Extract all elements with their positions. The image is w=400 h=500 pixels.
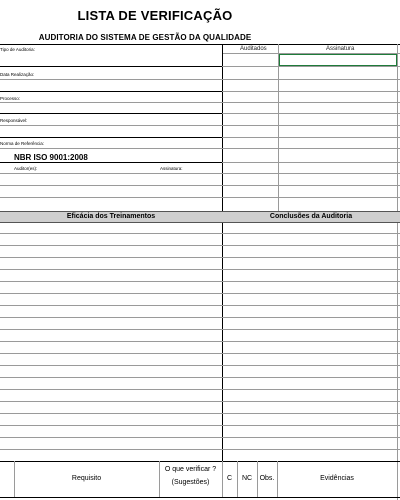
field-line	[0, 173, 400, 174]
ruled-line	[0, 281, 400, 282]
ruled-line	[0, 257, 400, 258]
ruled-line	[0, 233, 400, 234]
field-line	[0, 102, 400, 103]
ruled-line	[0, 449, 400, 450]
footer-header-evidencias: Evidências	[320, 475, 354, 482]
ruled-line	[0, 269, 400, 270]
column-header-auditados: Auditados	[240, 46, 267, 52]
ruled-line	[0, 353, 400, 354]
field-label-tipo-auditoria: Tipo de Auditoria:	[0, 47, 35, 52]
footer-header-obs: Obs.	[259, 475, 275, 482]
top-border	[0, 44, 400, 45]
field-line	[0, 91, 222, 92]
field-line	[0, 162, 222, 163]
field-line	[0, 125, 400, 126]
ruled-line	[0, 305, 400, 306]
ruled-line	[0, 401, 400, 402]
ruled-line	[0, 389, 400, 390]
field-line	[222, 91, 400, 92]
field-label-norma: Norma de Referência:	[0, 141, 45, 146]
ruled-line	[0, 329, 400, 330]
footer-bottom-border	[0, 497, 400, 498]
footer-header-o-que-verificar: O que verificar ?	[164, 466, 217, 473]
field-line	[0, 185, 400, 186]
field-line	[222, 137, 400, 138]
ruled-line	[0, 317, 400, 318]
ruled-line	[0, 245, 400, 246]
field-line	[0, 148, 400, 149]
field-line	[0, 137, 222, 138]
ruled-line	[0, 365, 400, 366]
footer-header-requisito: Requisito	[71, 475, 102, 482]
ruled-line	[0, 413, 400, 414]
field-line	[222, 113, 400, 114]
field-label-processo: Processo:	[0, 96, 21, 101]
field-line	[0, 197, 400, 198]
selected-cell[interactable]	[279, 54, 397, 66]
footer-header-c: C	[226, 475, 233, 482]
footer-header-nc: NC	[241, 475, 253, 482]
field-line	[222, 162, 400, 163]
field-label-responsavel: Responsável:	[0, 118, 28, 123]
section-eficacia-treinamentos: Eficácia dos Treinamentos	[66, 213, 156, 220]
ruled-line	[0, 341, 400, 342]
ruled-line	[0, 437, 400, 438]
page-title: LISTA DE VERIFICAÇÃO	[77, 8, 233, 23]
footer-header-sugestoes: (Sugestões)	[171, 479, 210, 486]
page-subtitle: AUDITORIA DO SISTEMA DE GESTÃO DA QUALIDADE	[38, 33, 252, 42]
ruled-line	[0, 293, 400, 294]
field-line	[222, 66, 400, 67]
footer-top-border	[0, 461, 400, 462]
field-line	[0, 66, 222, 67]
field-label-auditor: Auditor(es):	[14, 166, 38, 171]
ruled-line	[0, 377, 400, 378]
norma-value: NBR ISO 9001:2008	[14, 153, 88, 162]
field-line	[0, 113, 222, 114]
ruled-line	[0, 425, 400, 426]
field-label-assinatura: Assinatura:	[160, 166, 183, 171]
field-line	[0, 79, 400, 80]
field-label-data-realizacao: Data Realização:	[0, 72, 35, 77]
column-header-assinatura: Assinatura	[326, 46, 355, 52]
section-conclusoes-auditoria: Conclusões da Auditoria	[269, 213, 353, 220]
